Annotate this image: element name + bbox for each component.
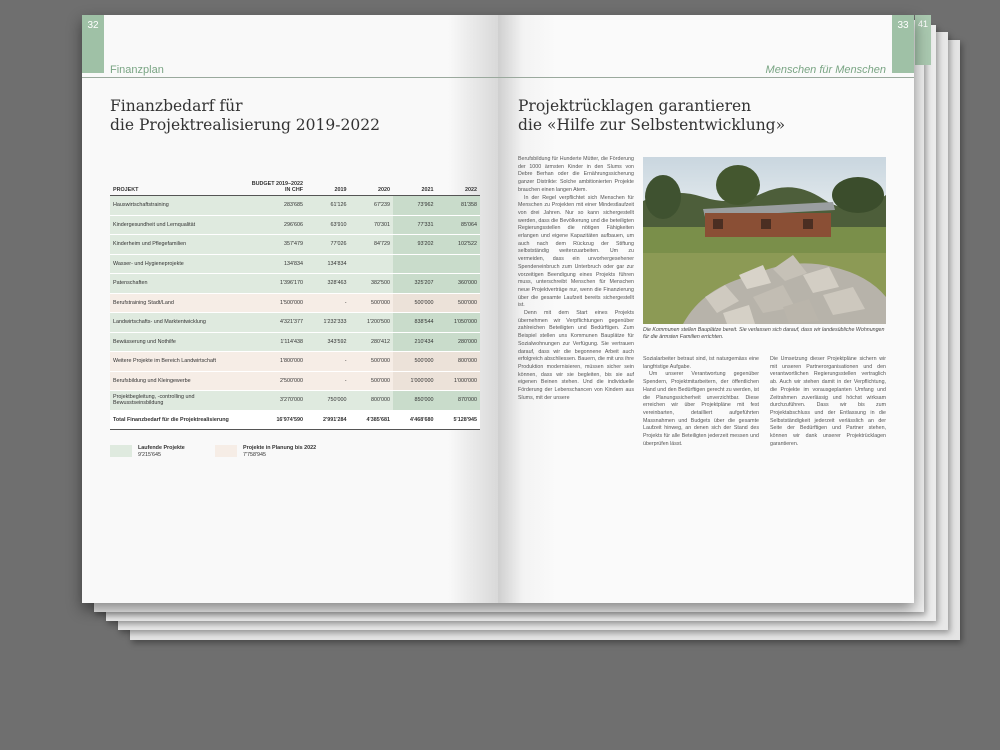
year-cell-2019: 328'463 — [306, 274, 350, 294]
table-row — [110, 215, 480, 235]
year-cell-2022: 81'358 — [437, 196, 481, 216]
col1-paragraph: Denn mit dem Start eines Projekts übernehmen wir Verpflichtungen gegenüber zahlreichen Beteiligten und Bedürftigen. Zum Beispiel stellen uns Kommunen Bauplätze für Sozialwohnungen zur Verfügung. Sie vertrauen darauf, dass wir die begonnene Arbeit auch erfolgreich abschliessen. Bauern, die mit uns ihre Produktion modernisieren, müssen sicher sein können, dass wir sie begleiten, bis sie auf eigenen Beinen stehen. Und die individuelle Förderung der Lebenschancen von Kindern aus Slums, mit der unsere — [518, 310, 634, 401]
title-line-1: Finanzbedarf für — [110, 97, 243, 115]
construction-site-photo — [643, 157, 886, 324]
col1-paragraph: In der Regel verpflichtet sich Menschen für Menschen zu Projekten mit einer Mindestlaufzeit von drei Jahren. Nur so kann sichergestellt werden, dass die Bevölkerung und die beteiligten Regierungsstellen die nötigen Fähigkeiten erlangen und eigene Kapazitäten aufbauen, um auch nach dem Rückzug der Stiftung selbstständig weiterzuarbeiten. Um zu vermeiden, dass ein unvorhergesehener Spendeneinbruch zum Unterbruch oder gar zur vorzeitigen Beendigung eines Projekts führen muss, unterschreibt Menschen für Menschen neue Projektverträge nur, wenn die Finanzierung über die gesamte Laufzeit bereits sichergestellt ist. — [518, 194, 634, 309]
year-cell-2019: 63'910 — [306, 215, 350, 235]
year-cell-2019: 134'834 — [306, 254, 350, 274]
year-cell-2020: 84'729 — [350, 235, 394, 255]
title-right-line-2: die «Hilfe zur Selbstentwicklung» — [518, 116, 786, 134]
year-cell-2021: 838'544 — [393, 313, 437, 333]
year-cell-2021: 500'000 — [393, 293, 437, 313]
table-row — [110, 371, 480, 391]
year-cell-2022: 1'050'000 — [437, 313, 481, 333]
year-cell-2022 — [437, 254, 481, 274]
right-page — [498, 15, 914, 603]
header-rule — [82, 77, 498, 78]
year-cell-2020: 70'301 — [350, 215, 394, 235]
project-name-cell: Landwirtschafts- und Marktentwicklung — [110, 313, 248, 333]
table-row — [110, 274, 480, 294]
col3-paragraph: Die Umsetzung dieser Projektpläne sichern wir mit unseren Partnerorganisationen und den verantwortlichen Regierungsstellen vertraglich ab. Auch wir stehen damit in der Verpflichtung, die Projekte im vorausgeplanten Umfang und Zeitrahmen zuverlässig und höchst wirksam durchzuführen. Dass wir bis zum Projektabschluss und der Entlassung in die Selbstständigkeit jederzeit verlässlich an der Seite der Bedürftigen und Partner stehen, können wir dank unserer Projektrücklagen garantieren. — [770, 356, 886, 447]
budget-cell: 1'500'000 — [248, 293, 306, 313]
project-name-cell: Weitere Projekte im Bereich Landwirtschaft — [110, 352, 248, 372]
project-name-cell: Projektbegleitung, -controlling und Bewusstseinsbildung — [110, 391, 248, 411]
project-name-cell: Bewässerung und Nothilfe — [110, 332, 248, 352]
year-cell-2019: 61'126 — [306, 196, 350, 216]
year-cell-2019: 750'000 — [306, 391, 350, 411]
year-cell-2022: 85'064 — [437, 215, 481, 235]
budget-cell: 1'114'438 — [248, 332, 306, 352]
total-cell-y2019: 2'991'284 — [306, 410, 350, 430]
year-cell-2021: 210'434 — [393, 332, 437, 352]
legend-swatch-planned — [215, 445, 237, 457]
year-cell-2019: - — [306, 293, 350, 313]
col-header-budget: BUDGET 2019–2022 IN CHF — [248, 173, 306, 196]
col-header-2020: 2020 — [350, 173, 394, 196]
budget-cell: 296'606 — [248, 215, 306, 235]
year-cell-2019: 77'026 — [306, 235, 350, 255]
budget-cell: 283'685 — [248, 196, 306, 216]
budget-cell: 2'500'000 — [248, 371, 306, 391]
page-title-right — [518, 97, 785, 135]
header-rule-right — [498, 77, 914, 78]
budget-cell: 1'396'170 — [248, 274, 306, 294]
page-number: 32 — [87, 20, 99, 31]
text-column-2 — [643, 356, 759, 448]
year-cell-2020: 500'000 — [350, 293, 394, 313]
total-cell-budget: 16'974'590 — [248, 410, 306, 430]
year-cell-2020: 67'239 — [350, 196, 394, 216]
legend-value-ongoing: 9'215'645 — [138, 452, 162, 458]
year-cell-2019: 343'592 — [306, 332, 350, 352]
legend-value-planned: 7'758'945 — [243, 452, 267, 458]
year-cell-2019: - — [306, 371, 350, 391]
text-column-3 — [770, 356, 886, 448]
total-cell-y2020: 4'385'681 — [350, 410, 394, 430]
table-row — [110, 293, 480, 313]
year-cell-2021: 77'331 — [393, 215, 437, 235]
title-line-2: die Projektrealisierung 2019-2022 — [110, 116, 380, 134]
table-row — [110, 313, 480, 333]
photo-illustration — [643, 157, 886, 324]
page-title — [110, 97, 380, 135]
budget-cell: 357'479 — [248, 235, 306, 255]
project-name-cell: Patenschaften — [110, 274, 248, 294]
left-page — [82, 15, 498, 603]
year-cell-2019: - — [306, 352, 350, 372]
col-header-2019: 2019 — [306, 173, 350, 196]
finance-table — [110, 173, 480, 430]
legend-label-ongoing: Laufende Projekte — [138, 445, 185, 451]
year-cell-2020: 382'500 — [350, 274, 394, 294]
page-number-tab-right — [892, 15, 914, 73]
year-cell-2022: 1'000'000 — [437, 371, 481, 391]
running-head-right: Menschen für Menschen — [765, 64, 886, 76]
budget-cell: 4'321'377 — [248, 313, 306, 333]
year-cell-2020: 500'000 — [350, 371, 394, 391]
year-cell-2022: 102'522 — [437, 235, 481, 255]
year-cell-2020: 800'000 — [350, 391, 394, 411]
budget-cell: 1'800'000 — [248, 352, 306, 372]
running-head: Finanzplan — [110, 64, 164, 76]
table-row — [110, 391, 480, 411]
year-cell-2022: 800'000 — [437, 352, 481, 372]
year-cell-2022: 870'000 — [437, 391, 481, 411]
year-cell-2021: 325'207 — [393, 274, 437, 294]
year-cell-2020: 500'000 — [350, 352, 394, 372]
project-name-cell: Hauswirtschaftstraining — [110, 196, 248, 216]
project-name-cell: Berufstraining Stadt/Land — [110, 293, 248, 313]
col2-paragraph: Sozialarbeiter betraut sind, ist naturgemäss eine langfristige Aufgabe. — [643, 356, 759, 370]
table-row — [110, 196, 480, 216]
page-number-right: 33 — [897, 20, 909, 31]
year-cell-2021 — [393, 254, 437, 274]
year-cell-2022: 280'000 — [437, 332, 481, 352]
total-label-cell: Total Finanzbedarf für die Projektrealisierung — [110, 410, 248, 430]
next-page-tab: 41 — [915, 15, 931, 65]
year-cell-2020: 280'412 — [350, 332, 394, 352]
legend-swatch-ongoing — [110, 445, 132, 457]
title-right-line-1: Projektrücklagen garantieren — [518, 97, 752, 115]
year-cell-2022: 360'000 — [437, 274, 481, 294]
table-row — [110, 332, 480, 352]
col2-paragraph: Um unserer Verantwortung gegenüber Spendern, Projektmitarbeitern, der öffentlichen Hand und den Bedürftigen gerecht zu werden, ist die Planungssicherheit unverzichtbar. Diese erreichen wir über Projektpläne mit fest vereinbarten, detailliert aufgeführten Massnahmen und Budgets über die gesamte Laufzeit hinweg, an denen sich der Stand des Projekts für alle Beteiligten jederzeit messen und überprüfen lässt. — [643, 371, 759, 447]
col1-paragraph: Berufsbildung für Hunderte Mütter, die Förderung der 1000 ärmsten Kinder in den Slums von Debre Berhan oder die Ernährungssicherung ganzer Distrikte: Solche ambitionierten Projekte brauchen einen langen Atem. — [518, 156, 634, 193]
legend-label-planned: Projekte in Planung bis 2022 — [243, 445, 317, 451]
col-header-2022: 2022 — [437, 173, 481, 196]
project-name-cell: Wasser- und Hygieneprojekte — [110, 254, 248, 274]
budget-cell: 134'834 — [248, 254, 306, 274]
total-cell-y2021: 4'468'680 — [393, 410, 437, 430]
table-header-row — [110, 173, 480, 196]
table-row — [110, 235, 480, 255]
table-row — [110, 352, 480, 372]
year-cell-2021: 850'000 — [393, 391, 437, 411]
col-header-project: PROJEKT — [110, 173, 248, 196]
project-name-cell: Kinderheim und Pflegefamilien — [110, 235, 248, 255]
table-total-row — [110, 410, 480, 430]
year-cell-2021: 500'000 — [393, 352, 437, 372]
year-cell-2021: 1'000'000 — [393, 371, 437, 391]
year-cell-2022: 500'000 — [437, 293, 481, 313]
col-header-2021: 2021 — [393, 173, 437, 196]
year-cell-2020: 1'200'500 — [350, 313, 394, 333]
text-column-1 — [518, 156, 634, 403]
photo-caption: Die Kommunen stellen Bauplätze bereit. Sie verlassen sich darauf, dass wir landesübliche Wohnungen für die ärmsten Familien errichten. — [643, 327, 885, 340]
year-cell-2019: 1'232'333 — [306, 313, 350, 333]
table-row — [110, 254, 480, 274]
total-cell-y2022: 5'128'945 — [437, 410, 481, 430]
budget-cell: 3'270'000 — [248, 391, 306, 411]
year-cell-2021: 73'962 — [393, 196, 437, 216]
year-cell-2021: 93'202 — [393, 235, 437, 255]
open-brochure — [82, 15, 914, 603]
page-number-tab — [82, 15, 104, 73]
year-cell-2020 — [350, 254, 394, 274]
project-name-cell: Berufsbildung und Kleingewerbe — [110, 371, 248, 391]
project-name-cell: Kindergesundheit und Lernqualität — [110, 215, 248, 235]
